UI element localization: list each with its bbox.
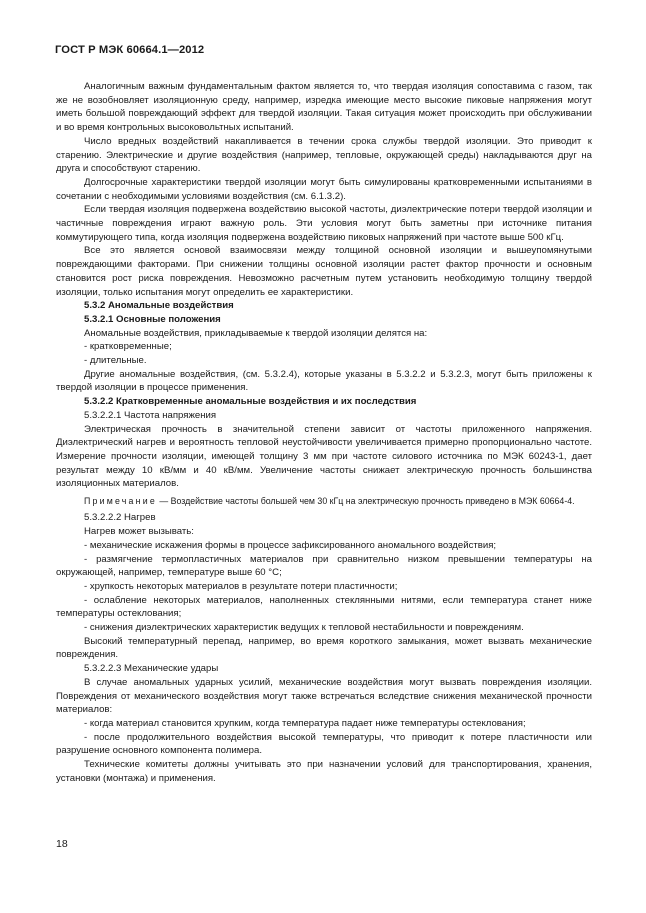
paragraph: Электрическая прочность в значительной степени зависит от частоты приложенного напряжения. Диэлектрический нагрев и вероятность тепловой неустойчивости увеличивается примерно пропорционально частоте. Измерение прочности изоляции, имеющей толщину 3 мм при частоте силового источника по МЭК 60243-1, дает результат между 10 кВ/мм и 40 кВ/мм. Увеличение частоты снижает электрическую прочность большинства изоляционных материалов.: [56, 423, 592, 490]
list-item: - размягчение термопластичных материалов при сравнительно низком превышении температуры на окружающей, например, температуре выше 60 °С;: [56, 553, 592, 579]
note: [56, 495, 592, 507]
list-item: - длительные.: [84, 355, 147, 367]
note-text: — Воздействие частоты большей чем 30 кГц на электрическую прочность приведено в МЭК 60664-4.: [156, 496, 575, 507]
paragraph: Нагрев может вызывать:: [84, 526, 194, 538]
list-item: - снижения диэлектрических характеристик ведущих к тепловой нестабильности и повреждениям.: [84, 622, 524, 634]
paragraph: Долгосрочные характеристики твердой изоляции могут быть симулированы кратковременными испытаниями в сочетании с необходимыми условиями воздействия (см. 6.1.3.2).: [56, 176, 592, 202]
document-body: [56, 80, 592, 785]
subsubsection-heading: 5.3.2.2.2 Нагрев: [84, 512, 156, 524]
subsubsection-heading: 5.3.2.2.1 Частота напряжения: [84, 409, 217, 421]
paragraph: Технические комитеты должны учитывать это при назначении условий для транспортирования, хранения, установки (монтажа) и применения.: [56, 759, 592, 784]
paragraph: Аномальные воздействия, прикладываемые к твердой изоляции делятся на:: [84, 327, 428, 339]
paragraph: Если твердая изоляция подвержена воздействию высокой частоты, диэлектрические потери твердой изоляции и частичные повреждения играют важную роль. Эти условия могут быть заметны при источнике питания коммутирующего типа, когда изоляция подвержена воздействию пиковых напряжений при частоте выше 500 кГц.: [56, 204, 592, 243]
paragraph: Аналогичным важным фундаментальным фактом является то, что твердая изоляция сопоставима с газом, так же не возобновляет изоляционную среду, например, изредка имеющие место высокие пиковые напряжения могут иметь большой повреждающий эффект для твердой изоляции. Такая ситуация может происходить при обслуживании и во время контрольных высоковольтных испытаний.: [56, 81, 592, 134]
paragraph: Число вредных воздействий накапливается в течении срока службы твердой изоляции. Это приводит к старению. Электрические и другие воздействия (например, тепловые, окружающей среды) накладываются друг на друга и способствуют старению.: [56, 135, 592, 175]
paragraph: Высокий температурный перепад, например, во время короткого замыкания, может вызвать механические повреждения.: [56, 635, 592, 661]
paragraph: Все это является основой взаимосвязи между толщиной основной изоляции и вышеупомянутыми повреждающими факторами. При снижении толщины основной изоляции растет фактор прочности и основным становится рост риска повреждения. Невозможно расчетным путем установить необходимую толщину твердой изоляции, только испытания могут определить ее характеристики.: [56, 245, 592, 298]
list-item: - ослабление некоторых материалов, наполненных стеклянными нитями, если температура станет ниже температуры остеклования;: [56, 594, 592, 620]
list-item: - хрупкость некоторых материалов в результате потери пластичности;: [84, 580, 398, 592]
subsection-heading: 5.3.2.1 Основные положения: [84, 313, 221, 325]
section-heading: 5.3.2 Аномальные воздействия: [84, 300, 234, 312]
document-header: ГОСТ Р МЭК 60664.1—2012: [55, 44, 205, 56]
paragraph: В случае аномальных ударных усилий, механические воздействия могут вызвать повреждения изоляции. Повреждения от механического воздействия могут также встречаться вследствие снижения механической прочности материалов:: [56, 676, 592, 716]
list-item: - механические искажения формы в процессе зафиксированного аномального воздействия;: [84, 539, 497, 551]
subsection-heading: 5.3.2.2 Кратковременные аномальные воздействия и их последствия: [84, 396, 417, 408]
note-label: Примечание: [84, 496, 157, 507]
list-item: - после продолжительного воздействия высокой температуры, что приводит к потере пластичности или разрушение основного компонента полимера.: [56, 731, 592, 757]
page-number: 18: [56, 838, 68, 850]
list-item: - кратковременные;: [84, 341, 172, 353]
paragraph: Другие аномальные воздействия, (см. 5.3.2.4), которые указаны в 5.3.2.2 и 5.3.2.3, могут быть приложены к твердой изоляции в процессе применения.: [56, 368, 592, 394]
subsubsection-heading: 5.3.2.2.3 Механические удары: [84, 663, 219, 675]
list-item: - когда материал становится хрупким, когда температура падает ниже температуры остеклования;: [84, 717, 526, 729]
